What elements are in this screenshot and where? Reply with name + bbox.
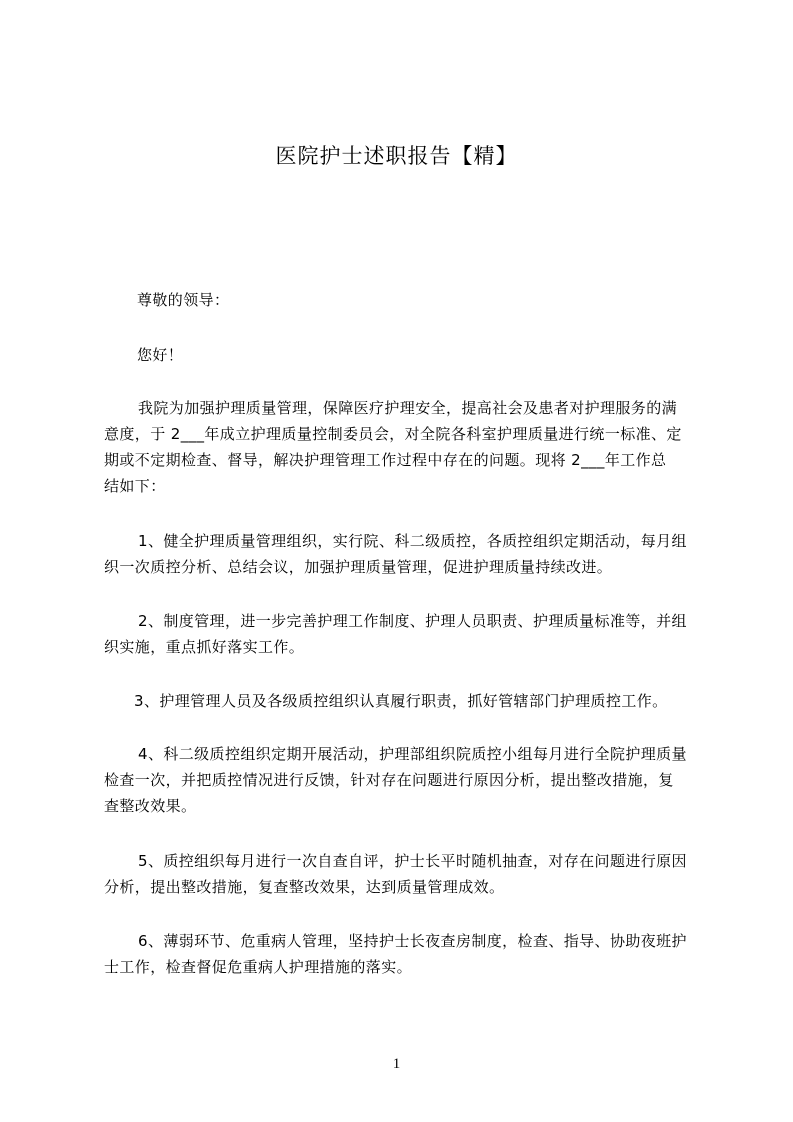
list-item-line: 1、健全护理质量管理组织，实行院、科二级质控，各质控组织定期活动，每月组 <box>138 532 687 550</box>
list-item-4 <box>104 741 714 819</box>
list-item-3 <box>104 688 714 714</box>
list-item-line: 4、科二级质控组织定期开展活动，护理部组织院质控小组每月进行全院护理质量 <box>138 745 687 763</box>
list-item-line: 士工作，检查督促危重病人护理措施的落实。 <box>104 958 413 976</box>
list-item-line: 织一次质控分析、总结会议，加强护理质量管理，促进护理质量持续改进。 <box>104 558 613 576</box>
list-item-line: 织实施，重点抓好落实工作。 <box>104 638 305 656</box>
page-number: 1 <box>392 1056 401 1072</box>
list-item-line: 6、薄弱环节、危重病人管理，坚持护士长夜查房制度，检查、指导、协助夜班护 <box>138 932 687 950</box>
list-item-6 <box>104 928 714 980</box>
list-item-5 <box>104 848 714 900</box>
list-item-1 <box>104 528 714 580</box>
intro-line: 我院为加强护理质量管理，保障医疗护理安全，提高社会及患者对护理服务的满 <box>138 399 678 417</box>
intro-line: 期或不定期检查、督导，解决护理管理工作过程中存在的问题。现将 2___年工作总 <box>104 451 667 469</box>
intro-paragraph <box>104 395 714 499</box>
page-title: 医院护士述职报告【精】 <box>275 144 518 168</box>
salutation: 尊敬的领导： <box>137 291 230 309</box>
list-item-line: 5、质控组织每月进行一次自查自评，护士长平时随机抽查，对存在问题进行原因 <box>138 852 687 870</box>
greeting: 您好！ <box>137 346 184 364</box>
list-item-line: 3、护理管理人员及各级质控组织认真履行职责，抓好管辖部门护理质控工作。 <box>134 692 668 710</box>
list-item-line: 检查一次，并把质控情况进行反馈，针对存在问题进行原因分析，提出整改措施，复 <box>104 771 674 789</box>
list-item-line: 分析，提出整改措施，复查整改效果，达到质量管理成效。 <box>104 878 505 896</box>
list-item-line: 2、制度管理，进一步完善护理工作制度、护理人员职责、护理质量标准等，并组 <box>138 612 687 630</box>
intro-line: 意度，于 2___年成立护理质量控制委员会，对全院各科室护理质量进行统一标准、定 <box>104 425 682 443</box>
list-item-2 <box>104 608 714 660</box>
intro-line: 结如下： <box>104 477 166 495</box>
list-item-line: 查整改效果。 <box>104 797 197 815</box>
